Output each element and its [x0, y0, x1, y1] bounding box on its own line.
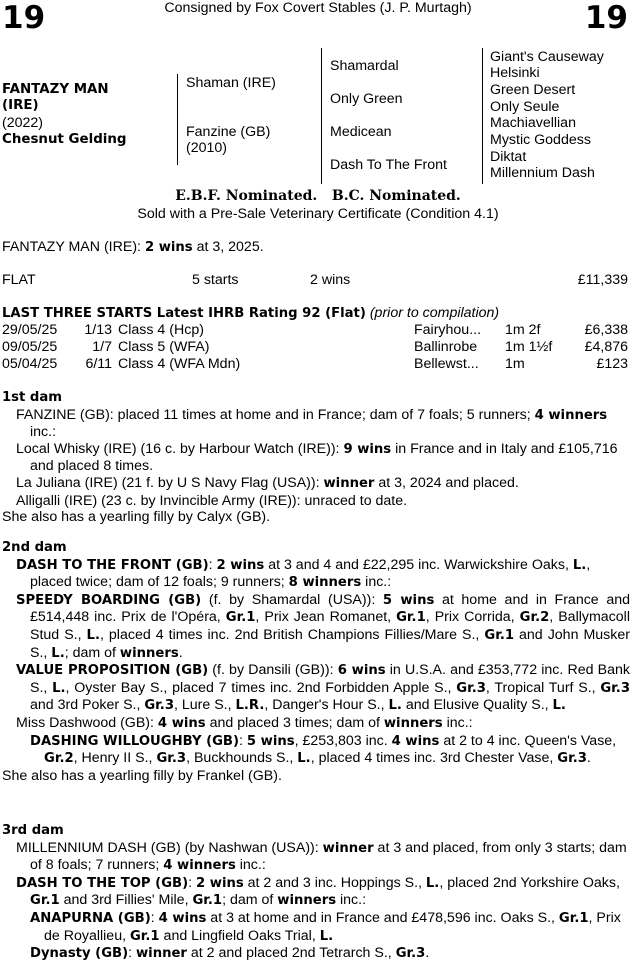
- second-dam-p2: SPEEDY BOARDING (GB) (f. by Shamardal (USA)): 5 wins at home and in France and £514,448 inc. Prix de l'Opéra, Gr.1, Prix Jean Romanet, Gr.1, Prix Corrida, Gr.2, Ballymacoll Stud S., L., placed 4 times inc. 2nd British Champions Fillies/Mare S., Gr.1 and John Musker S., L.; dam of winners.: [16, 591, 631, 661]
- last-three-row: [2, 322, 628, 339]
- flat-starts: 5 starts: [192, 272, 239, 288]
- pedigree-divider-3: [482, 48, 483, 184]
- third-dam-section: [2, 822, 630, 963]
- row-prize: £123: [596, 356, 628, 372]
- row-distance: 1m: [505, 356, 525, 372]
- first-dam-p5: She also has a yearling filly by Calyx (GB).: [2, 509, 271, 526]
- pedigree-gen3-1: Shamardal: [330, 58, 399, 74]
- pedigree-gen3-3: Medicean: [330, 124, 392, 140]
- second-dam-section: [2, 539, 630, 784]
- horse-name-line1: FANTAZY MAN: [2, 82, 109, 97]
- pedigree-sire: Shaman (IRE): [186, 75, 276, 91]
- pedigree-gen4-1: Giant's Causeway: [490, 49, 604, 65]
- pedigree-gen4-3: Green Desert: [490, 82, 576, 98]
- row-distance: 1m 2f: [505, 322, 541, 338]
- horse-year: (2022): [2, 115, 44, 131]
- first-dam-p1: FANZINE (GB): placed 11 times at home and in France; dam of 7 foals; 5 runners; 4 winners inc.:: [16, 406, 608, 441]
- pedigree-gen4-7: Diktat: [490, 149, 527, 165]
- lot-number-left: 19: [2, 0, 46, 36]
- row-position: 6/11: [85, 356, 112, 372]
- last-three-note: (prior to compilation): [369, 305, 500, 321]
- race-summary: [2, 239, 264, 257]
- second-dam-p5: DASHING WILLOUGHBY (GB): 5 wins, £253,803 inc. 4 wins at 2 to 4 inc. Queen's Vase, Gr.2, Henry II S., Gr.3, Buckhounds S., L., placed 4 times inc. 3rd Chester Vase, Gr.3.: [30, 732, 617, 767]
- nominations: E.B.F. Nominated. B.C. Nominated.: [175, 188, 461, 204]
- row-course: Fairyhou...: [414, 322, 482, 338]
- second-dam-p6: She also has a yearling filly by Frankel (GB).: [2, 767, 282, 784]
- summary-wins: 2 wins: [144, 240, 193, 255]
- last-three-row: [2, 356, 628, 373]
- third-dam-p3: ANAPURNA (GB): 4 wins at 3 at home and in France and £478,596 inc. Oaks S., Gr.1, Prix de Royallieu, Gr.1 and Lingfield Oaks Trial, L.: [30, 909, 621, 944]
- summary-name: FANTAZY MAN (IRE):: [2, 239, 145, 255]
- pedigree-gen3-2: Only Green: [330, 91, 403, 107]
- summary-rest: at 3, 2025.: [192, 239, 264, 255]
- row-class: Class 5 (WFA): [118, 339, 210, 355]
- third-dam-p4: Dynasty (GB): winner at 2 and placed 2nd Tetrarch S., Gr.3.: [30, 945, 430, 962]
- row-course: Bellewst...: [414, 356, 479, 372]
- row-date: 09/05/25: [2, 339, 58, 355]
- row-distance: 1m 1½f: [505, 339, 553, 355]
- pedigree-gen4-6: Mystic Goddess: [490, 132, 591, 148]
- pedigree-dam: Fanzine (GB): [186, 124, 271, 140]
- second-dam-heading: 2nd dam: [2, 540, 67, 555]
- row-date: 29/05/25: [2, 322, 58, 338]
- row-prize: £4,876: [584, 339, 628, 355]
- first-dam-p4: Alligalli (IRE) (23 c. by Invincible Army (IRE)): unraced to date.: [16, 492, 408, 509]
- flat-prize: £11,339: [577, 272, 628, 288]
- third-dam-p2: DASH TO THE TOP (GB): 2 wins at 2 and 3 inc. Hoppings S., L., placed 2nd Yorkshire Oaks, Gr.1 and 3rd Fillies' Mile, Gr.1; dam of winners inc.:: [16, 874, 620, 909]
- last-three-row: [2, 339, 628, 356]
- horse-name-line2: (IRE): [2, 98, 39, 113]
- last-three-header: [2, 305, 499, 323]
- second-dam-p4: Miss Dashwood (GB): 4 wins and placed 3 times; dam of winners inc.:: [16, 714, 473, 731]
- second-dam-p3: VALUE PROPOSITION (GB) (f. by Dansili (GB)): 6 wins in U.S.A. and £353,772 inc. Red Bank S., L., Oyster Bay S., placed 7 times inc. 2nd Forbidden Apple S., Gr.3, Tropical Turf S., Gr.3 and 3rd Poker S., Gr.3, Lure S., L.R., Danger's Hour S., L. and Elusive Quality S., L.: [16, 662, 630, 714]
- pedigree-gen4-8: Millennium Dash: [490, 165, 595, 181]
- first-dam-heading: 1st dam: [2, 390, 63, 405]
- pedigree-divider-2: [321, 48, 322, 184]
- horse-description: Chesnut Gelding: [2, 132, 127, 147]
- first-dam-p3: La Juliana (IRE) (21 f. by U S Navy Flag (USA)): winner at 3, 2024 and placed.: [16, 474, 519, 491]
- second-dam-p1: DASH TO THE FRONT (GB): 2 wins at 3 and 4 and £22,295 inc. Warwickshire Oaks, L., placed twice; dam of 12 foals; 9 runners; 8 winners inc.:: [16, 556, 591, 591]
- row-position: 1/13: [84, 322, 112, 338]
- row-class: Class 4 (WFA Mdn): [118, 356, 241, 372]
- lot-number-right: 19: [584, 0, 628, 36]
- first-dam-p2: Local Whisky (IRE) (16 c. by Harbour Watch (IRE)): 9 wins in France and in Italy and £105,716 and placed 8 times.: [16, 440, 618, 475]
- first-dam-section: [2, 389, 630, 526]
- row-position: 1/7: [92, 339, 112, 355]
- flat-label: FLAT: [2, 272, 36, 288]
- consignor: Consigned by Fox Covert Stables (J. P. Murtagh): [164, 0, 472, 16]
- pedigree-gen4-5: Machiavellian: [490, 115, 576, 131]
- last-three-heading: LAST THREE STARTS Latest IHRB Rating 92 (Flat): [2, 306, 366, 321]
- vet-certificate: Sold with a Pre-Sale Veterinary Certificate (Condition 4.1): [137, 206, 499, 222]
- third-dam-p1: MILLENNIUM DASH (GB) (by Nashwan (USA)): winner at 3 and placed, from only 3 starts; dam of 8 foals; 7 runners; 4 winners inc.:: [16, 839, 627, 874]
- flat-record: [2, 272, 628, 289]
- row-date: 05/04/25: [2, 356, 58, 372]
- pedigree-gen4-4: Only Seule: [490, 99, 560, 115]
- pedigree-gen3-4: Dash To The Front: [330, 157, 447, 173]
- row-class: Class 4 (Hcp): [118, 322, 204, 338]
- pedigree-dam-year: (2010): [186, 140, 228, 156]
- third-dam-heading: 3rd dam: [2, 823, 64, 838]
- pedigree-divider-1: [177, 74, 178, 165]
- flat-wins: 2 wins: [310, 272, 351, 288]
- pedigree-gen4-2: Helsinki: [490, 65, 540, 81]
- row-prize: £6,338: [584, 322, 628, 338]
- row-course: Ballinrobe: [414, 339, 478, 355]
